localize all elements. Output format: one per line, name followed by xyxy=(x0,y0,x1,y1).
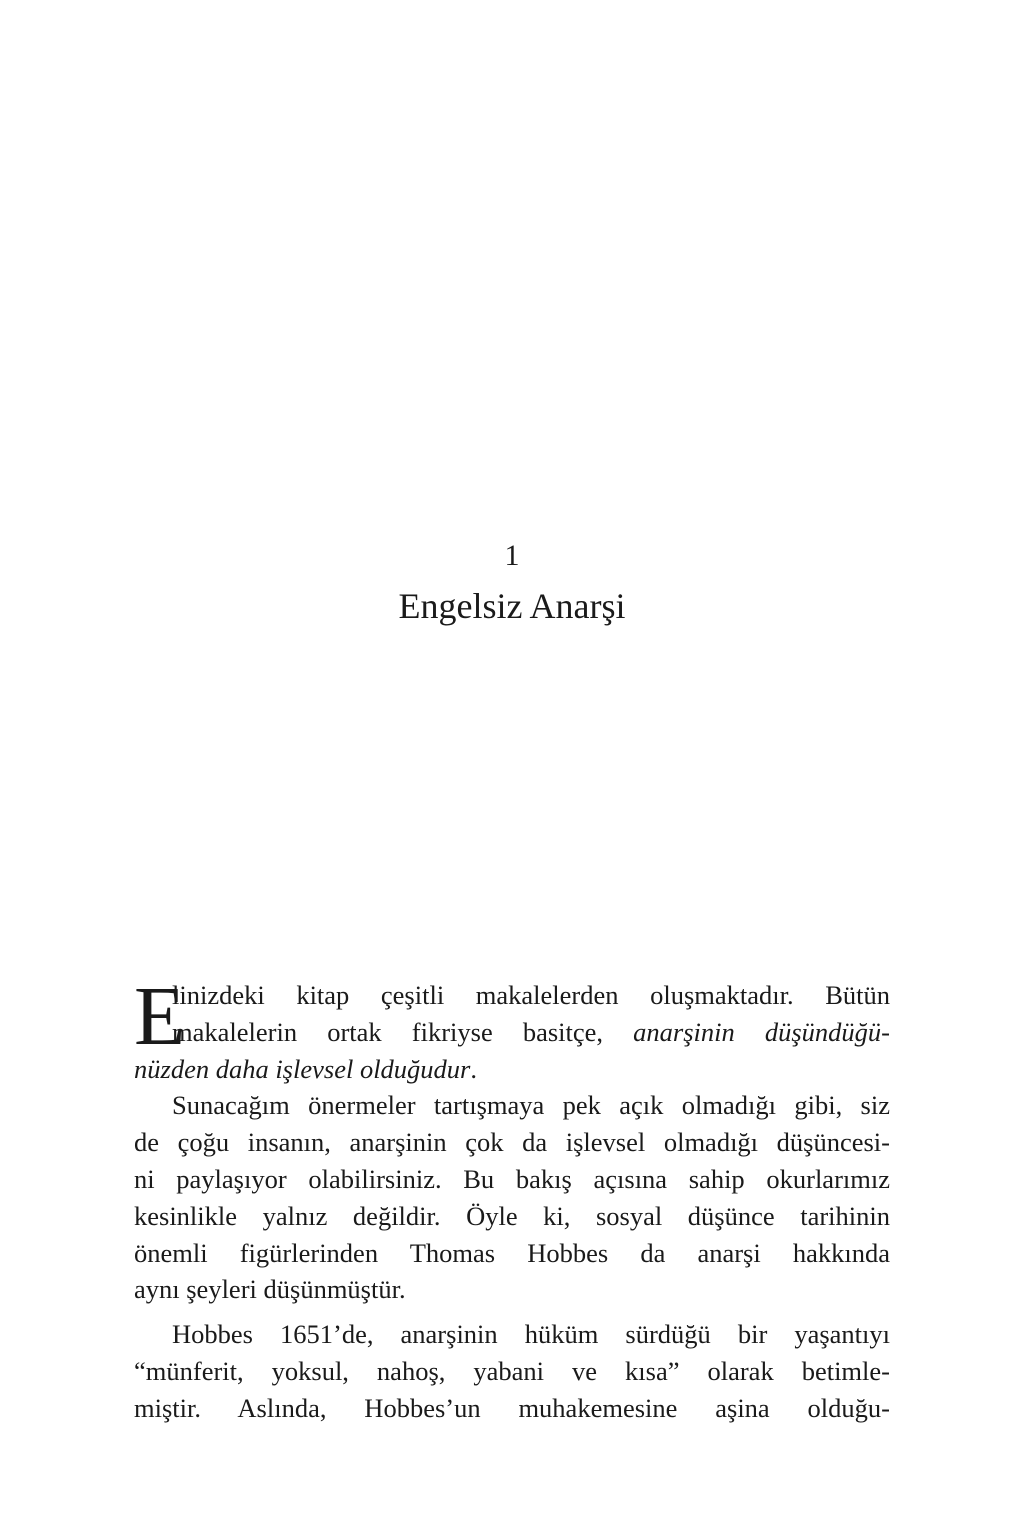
paragraph xyxy=(134,970,890,1087)
text-line: Sunacağım önermeler tartışmaya pek açık olmadığı gibi, siz xyxy=(172,1090,890,1121)
paragraph xyxy=(134,1087,890,1308)
text-line xyxy=(134,1014,890,1051)
text-line: “münferit, yoksul, nahoş, yabani ve kısa” olarak betimle- xyxy=(134,1355,890,1386)
text-line: önemli figürlerinden Thomas Hobbes da anarşi hakkında xyxy=(134,1237,890,1268)
text-line xyxy=(134,1051,890,1088)
text-line: aynı şeyleri düşünmüştür. xyxy=(134,1274,406,1305)
emphasis-text: anarşinin düşündüğü- xyxy=(633,1016,890,1047)
text-line: linizdeki kitap çeşitli makalelerden oluşmaktadır. Bütün xyxy=(172,980,890,1010)
text-line: de çoğu insanın, anarşinin çok da işlevsel olmadığı düşüncesi- xyxy=(134,1127,890,1158)
paragraph xyxy=(134,1316,890,1426)
text-line: miştir. Aslında, Hobbes’un muhakemesine aşina olduğu- xyxy=(134,1392,890,1423)
chapter-number: 1 xyxy=(504,539,520,572)
body-text xyxy=(134,970,890,1427)
emphasis-text: nüzden daha işlevsel olduğudur xyxy=(134,1053,471,1084)
text-line: kesinlikle yalnız değildir. Öyle ki, sosyal düşünce tarihinin xyxy=(134,1200,890,1231)
text-line: ni paylaşıyor olabilirsiniz. Bu bakış açısına sahip okurlarımız xyxy=(134,1163,890,1194)
text-segment: makalelerin ortak fikriyse basitçe, xyxy=(172,1016,634,1047)
drop-cap: E xyxy=(134,970,186,1063)
chapter-title: Engelsiz Anarşi xyxy=(398,586,626,626)
text-segment: . xyxy=(470,1053,477,1084)
text-line: Hobbes 1651’de, anarşinin hüküm sürdüğü bir yaşantıyı xyxy=(172,1319,890,1350)
